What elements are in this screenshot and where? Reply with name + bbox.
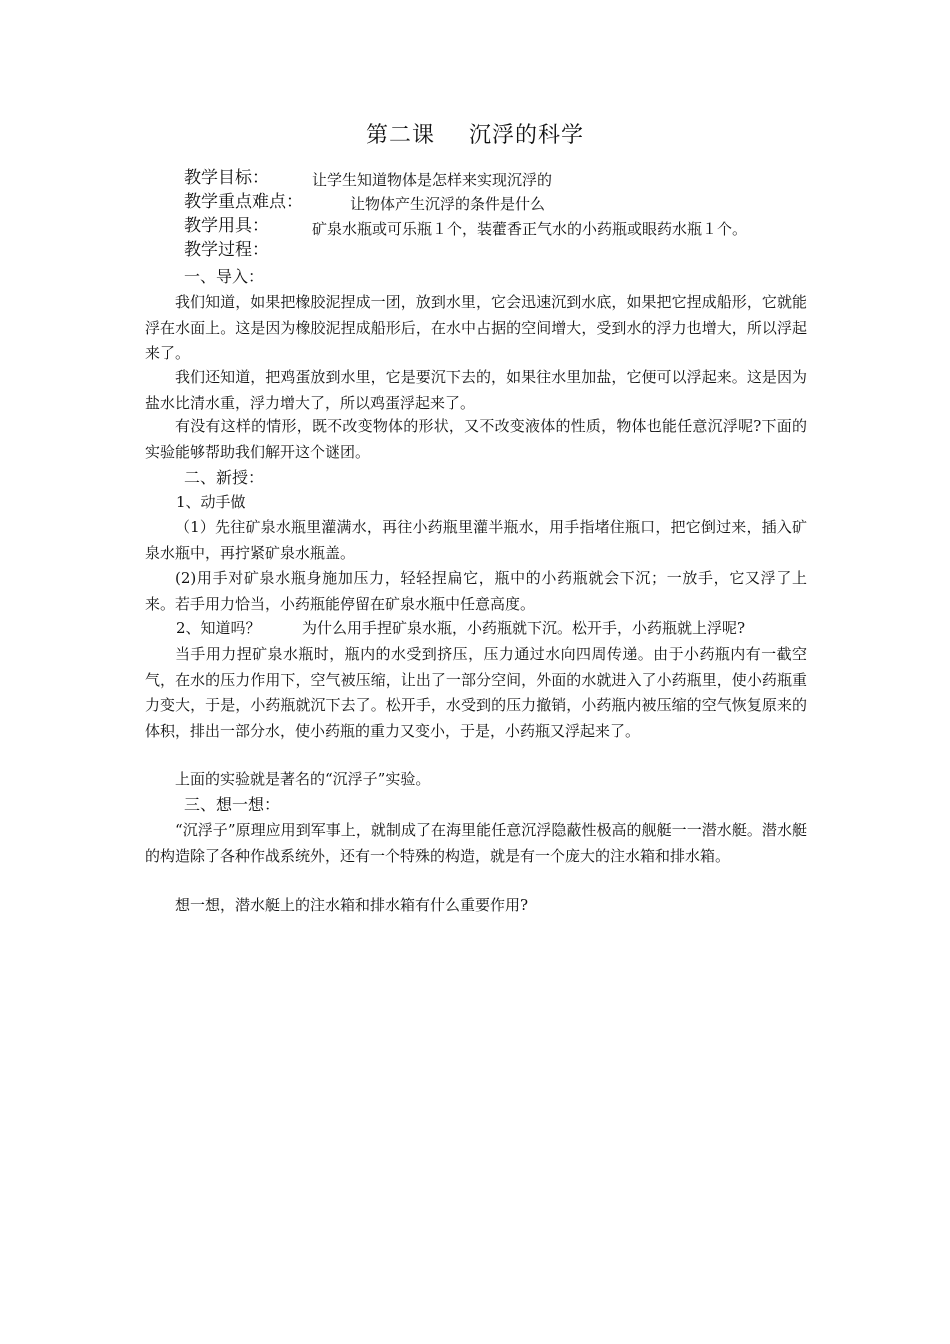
- question-text: 为什么用手捏矿泉水瓶，小药瓶就下沉。松开手，小药瓶就上浮呢?: [302, 619, 746, 637]
- section-heading-think: 三、想一想：: [184, 795, 281, 814]
- meta-value: 让学生知道物体是怎样来实现沉浮的: [312, 171, 553, 189]
- meta-label: 教学重点难点：: [184, 192, 303, 212]
- paragraph: 我们知道，如果把橡胶泥捏成一团，放到水里，它会迅速沉到水底，如果把它捏成船形，它就能浮在水面上。这是因为橡胶泥捏成船形后，在水中占据的空间增大，受到水的浮力也增大，所以浮起来了。: [145, 293, 807, 362]
- step-1: （1）先往矿泉水瓶里灌满水，再往小药瓶里灌半瓶水，用手指堵住瓶口，把它倒过来，插入矿泉水瓶中，再拧紧矿泉水瓶盖。: [145, 518, 807, 562]
- explanation-paragraph: 当手用力捏矿泉水瓶时，瓶内的水受到挤压，压力通过水向四周传递。由于小药瓶内有一截空气，在水的压力作用下，空气被压缩，让出了一部分空间，外面的水就进入了小药瓶里，使小药瓶重力变大，于是，小药瓶就沉下去了。松开手，水受到的压力撤销，小药瓶内被压缩的空气恢复原来的体积，排出一部分水，使小药瓶的重力又变小，于是，小药瓶又浮起来了。: [145, 645, 807, 740]
- step-2: (2)用手对矿泉水瓶身施加压力，轻轻捏扁它，瓶中的小药瓶就会下沉；一放手，它又浮了上来。若手用力恰当，小药瓶能停留在矿泉水瓶中任意高度。: [145, 569, 807, 613]
- paragraph: 有没有这样的情形，既不改变物体的形状，又不改变液体的性质，物体也能任意沉浮呢?下面的实验能够帮助我们解开这个谜团。: [145, 417, 807, 461]
- section-heading-new-lesson: 二、新授：: [184, 468, 265, 487]
- paragraph: 我们还知道，把鸡蛋放到水里，它是要沉下去的，如果往水里加盐，它便可以浮起来。这是因为盐水比清水重，浮力增大了，所以鸡蛋浮起来了。: [145, 368, 807, 412]
- lesson-title: [0, 118, 950, 149]
- meta-teaching-process: [184, 238, 269, 262]
- paragraph: 想一想，潜水艇上的注水箱和排水箱有什么重要作用?: [175, 896, 529, 914]
- paragraph: “沉浮子”原理应用到军事上，就制成了在海里能任意沉浮隐蔽性极高的舰艇一一潜水艇。潜水艇的构造除了各种作战系统外，还有一个特殊的构造，就是有一个庞大的注水箱和排水箱。: [145, 821, 807, 865]
- subheading-hands-on: 1、动手做: [176, 493, 246, 511]
- lesson-number: 第二课: [365, 123, 435, 148]
- meta-label: 教学用具：: [184, 216, 269, 236]
- section-heading-intro: 一、导入：: [184, 267, 265, 286]
- meta-key-difficulties: [184, 190, 546, 214]
- meta-label: 教学目标：: [184, 168, 269, 188]
- meta-value: 让物体产生沉浮的条件是什么: [350, 195, 546, 213]
- meta-label: 教学过程：: [184, 240, 269, 260]
- meta-teaching-goal: [184, 166, 553, 190]
- meta-teaching-tools: [184, 214, 748, 238]
- meta-value: 矿泉水瓶或可乐瓶１个，装藿香正气水的小药瓶或眼药水瓶１个。: [312, 220, 748, 238]
- lesson-name: 沉浮的科学: [469, 123, 585, 148]
- subheading-did-you-know: 2、知道吗？: [176, 619, 261, 637]
- conclusion-paragraph: 上面的实验就是著名的“沉浮子”实验。: [175, 770, 431, 788]
